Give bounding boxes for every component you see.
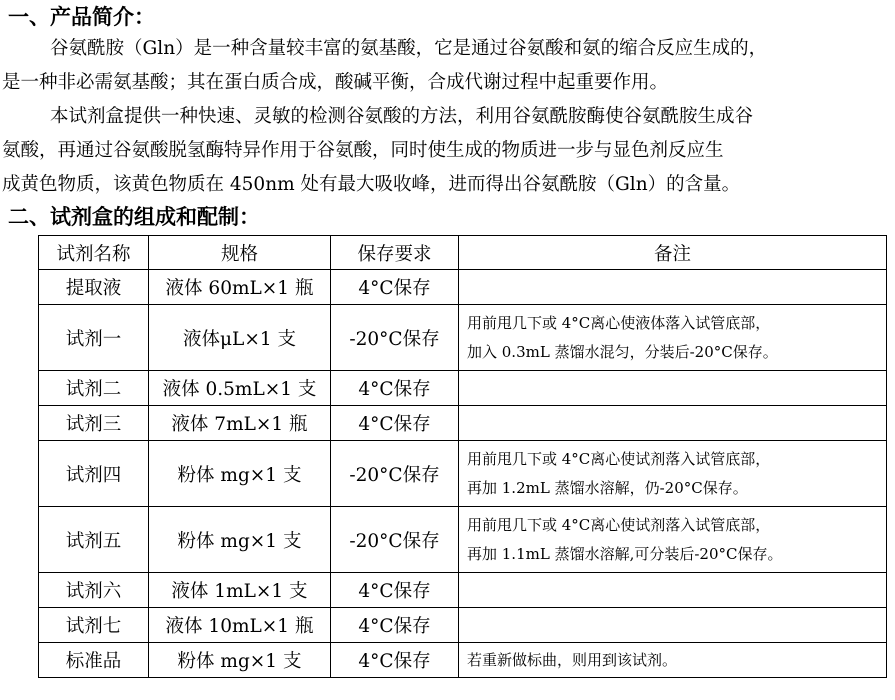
reagent-storage-cell: 4°C保存 (331, 371, 459, 406)
reagent-spec-cell: 粉体 mg×1 支 (149, 643, 331, 678)
reagent-name-cell: 试剂五 (39, 507, 149, 573)
reagent-spec-cell: 液体 10mL×1 瓶 (149, 608, 331, 643)
reagent-note-cell (459, 441, 887, 507)
column-header-spec: 规格 (149, 236, 331, 270)
note-line: 用前甩几下或 4°C离心使试剂落入试管底部， (467, 449, 771, 468)
reagent-name-cell: 试剂六 (39, 573, 149, 608)
reagent-name-cell: 提取液 (39, 270, 149, 305)
reagent-spec-cell: 粉体 mg×1 支 (149, 441, 331, 507)
reagent-storage-cell: 4°C保存 (331, 270, 459, 305)
table-row (39, 406, 887, 441)
reagent-note-cell (459, 270, 887, 305)
reagent-storage-cell: 4°C保存 (331, 573, 459, 608)
intro-paragraph-2-line: 成黄色物质，该黄色物质在 450nm 处有最大吸收峰，进而得出谷氨酰胺（Gln）的含量。 (2, 174, 741, 195)
note-line: 用前甩几下或 4°C离心使液体落入试管底部， (467, 313, 771, 332)
reagent-name-cell: 试剂三 (39, 406, 149, 441)
reagent-name-cell: 试剂四 (39, 441, 149, 507)
reagent-spec-cell: 粉体 mg×1 支 (149, 507, 331, 573)
reagent-spec-cell: 液体 1mL×1 支 (149, 573, 331, 608)
section-heading-intro: 一、产品简介： (8, 5, 155, 29)
reagent-storage-cell: 4°C保存 (331, 643, 459, 678)
reagent-note-cell (459, 608, 887, 643)
reagent-note-cell (459, 305, 887, 371)
reagent-storage-cell: -20°C保存 (331, 507, 459, 573)
reagent-name-cell: 标准品 (39, 643, 149, 678)
kit-composition-table (38, 235, 887, 678)
table-row (39, 507, 887, 573)
column-header-note: 备注 (459, 236, 887, 270)
reagent-note-cell (459, 573, 887, 608)
intro-paragraph-2-line: 本试剂盒提供一种快速、灵敏的检测谷氨酸的方法，利用谷氨酰胺酶使谷氨酰胺生成谷 (50, 106, 754, 127)
reagent-storage-cell: -20°C保存 (331, 441, 459, 507)
reagent-storage-cell: 4°C保存 (331, 608, 459, 643)
section-heading-kit: 二、试剂盒的组成和配制： (8, 205, 260, 229)
intro-paragraph-2-line: 氨酸，再通过谷氨酸脱氢酶特异作用于谷氨酸，同时使生成的物质进一步与显色剂反应生 (2, 140, 724, 161)
reagent-note-cell (459, 406, 887, 441)
reagent-note-cell (459, 507, 887, 573)
table-row (39, 371, 887, 406)
reagent-note-cell (459, 643, 887, 678)
table-row (39, 270, 887, 305)
table-row (39, 608, 887, 643)
note-line: 若重新做标曲，则用到该试剂。 (467, 650, 678, 669)
reagent-note-cell (459, 371, 887, 406)
reagent-name-cell: 试剂二 (39, 371, 149, 406)
table-row (39, 573, 887, 608)
intro-paragraph-2 (2, 100, 892, 202)
table-row (39, 643, 887, 678)
reagent-name-cell: 试剂七 (39, 608, 149, 643)
reagent-spec-cell: 液体 60mL×1 瓶 (149, 270, 331, 305)
intro-paragraph-1 (2, 32, 892, 100)
reagent-storage-cell: -20°C保存 (331, 305, 459, 371)
note-line: 再加 1.1mL 蒸馏水溶解,可分装后-20°C保存。 (467, 544, 783, 563)
reagent-storage-cell: 4°C保存 (331, 406, 459, 441)
note-line: 用前甩几下或 4°C离心使试剂落入试管底部， (467, 515, 771, 534)
note-line: 加入 0.3mL 蒸馏水混匀，分装后-20°C保存。 (467, 342, 778, 361)
intro-paragraph-1-line: 是一种非必需氨基酸；其在蛋白质合成，酸碱平衡，合成代谢过程中起重要作用。 (2, 72, 669, 93)
reagent-spec-cell: 液体 0.5mL×1 支 (149, 371, 331, 406)
reagent-spec-cell: 液体μL×1 支 (149, 305, 331, 371)
column-header-storage: 保存要求 (331, 236, 459, 270)
table-row (39, 441, 887, 507)
table-row (39, 305, 887, 371)
column-header-name: 试剂名称 (39, 236, 149, 270)
intro-paragraph-1-line: 谷氨酰胺（Gln）是一种含量较丰富的氨基酸，它是通过谷氨酸和氨的缩合反应生成的， (50, 38, 768, 59)
reagent-name-cell: 试剂一 (39, 305, 149, 371)
reagent-spec-cell: 液体 7mL×1 瓶 (149, 406, 331, 441)
table-header-row (39, 236, 887, 270)
note-line: 再加 1.2mL 蒸馏水溶解，仍-20°C保存。 (467, 478, 748, 497)
